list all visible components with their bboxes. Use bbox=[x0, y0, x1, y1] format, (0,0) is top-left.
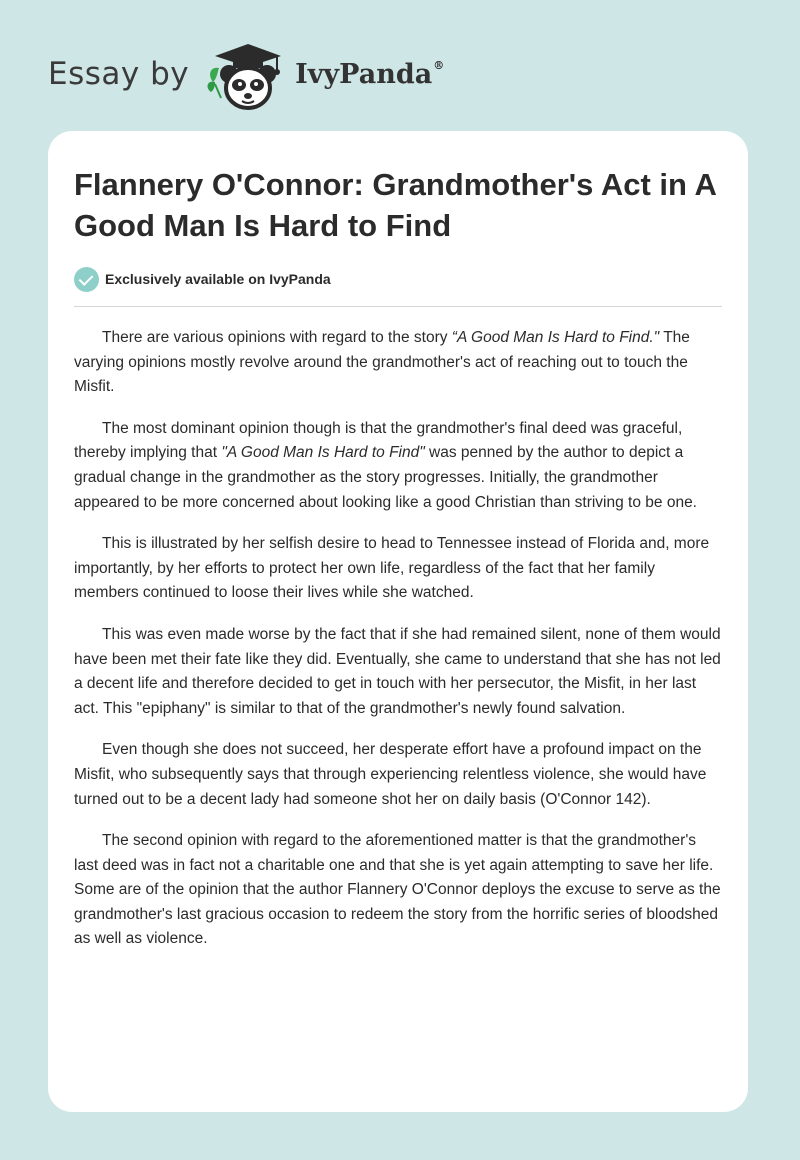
essay-paragraph bbox=[74, 326, 722, 400]
paragraph-text: was penned by the author to depict a gradual change in the grandmother as the story progresses. Initially, the grandmother appeared to be more concerned about looking like a good Christian than striving to be one. bbox=[74, 444, 697, 511]
paragraph-text: The varying opinions mostly revolve around the grandmother's act of reaching out to touch the Misfit. bbox=[74, 329, 690, 396]
essay-paragraph bbox=[74, 738, 722, 812]
essay-title: Flannery O'Connor: Grandmother's Act in A Good Man Is Hard to Find bbox=[74, 167, 716, 243]
story-title-italic: "A Good Man Is Hard to Find" bbox=[221, 444, 425, 462]
story-title-italic: “A Good Man Is Hard to Find." bbox=[451, 329, 660, 346]
ivypanda-brand-name[interactable]: IvyPanda® bbox=[295, 58, 445, 90]
check-icon bbox=[74, 267, 99, 292]
availability-label: Exclusively available on IvyPanda bbox=[105, 271, 331, 287]
paragraph-text: The most dominant opinion though is that the grandmother's final deed was graceful, thereby implying that bbox=[74, 419, 683, 462]
site-header bbox=[48, 34, 444, 114]
essay-paragraph bbox=[74, 532, 722, 606]
paragraph-text: The second opinion with regard to the aforementioned matter is that the grandmother's last deed was in fact not a charitable one and that she is yet again attempting to save her life. Some are of the opinion that the author Flannery O'Connor deploys the excuse to serve as the grandmother's last gracious occasion to redeem the story from the horrific series of bloodshed as well as violence. bbox=[74, 832, 721, 948]
paragraph-text: This was even made worse by the fact that if she had remained silent, none of them would have been met their fate like they did. Eventually, she came to understand that she has not led a decent life and therefore decided to get in touch with her persecutor, the Misfit, in her last act. This "epiphany" is similar to that of the grandmother's newly found salvation. bbox=[74, 625, 721, 717]
essay-paragraph bbox=[74, 623, 722, 721]
essay-body bbox=[74, 326, 722, 952]
availability-badge bbox=[74, 266, 722, 292]
essay-paragraph bbox=[74, 829, 722, 952]
paragraph-text: This is illustrated by her selfish desire to head to Tennessee instead of Florida and, more importantly, by her efforts to protect her own life, regardless of the fact that her family members continued to loose their lives while she watched. bbox=[74, 535, 710, 602]
trademark-symbol: ® bbox=[433, 58, 445, 72]
panda-graduate-logo-icon[interactable] bbox=[203, 34, 293, 114]
paragraph-text: Even though she does not succeed, her desperate effort have a profound impact on the Misfit, who subsequently says that through experiencing relentless violence, she would have turned out to be a decent lady had someone shot her on daily basis (O'Connor 142). bbox=[74, 741, 707, 808]
essay-card bbox=[48, 131, 748, 1112]
essay-by-label: Essay by bbox=[48, 56, 190, 92]
essay-paragraph bbox=[74, 417, 722, 515]
paragraph-text: There are various opinions with regard to the story bbox=[102, 329, 452, 346]
title-divider bbox=[74, 306, 722, 307]
